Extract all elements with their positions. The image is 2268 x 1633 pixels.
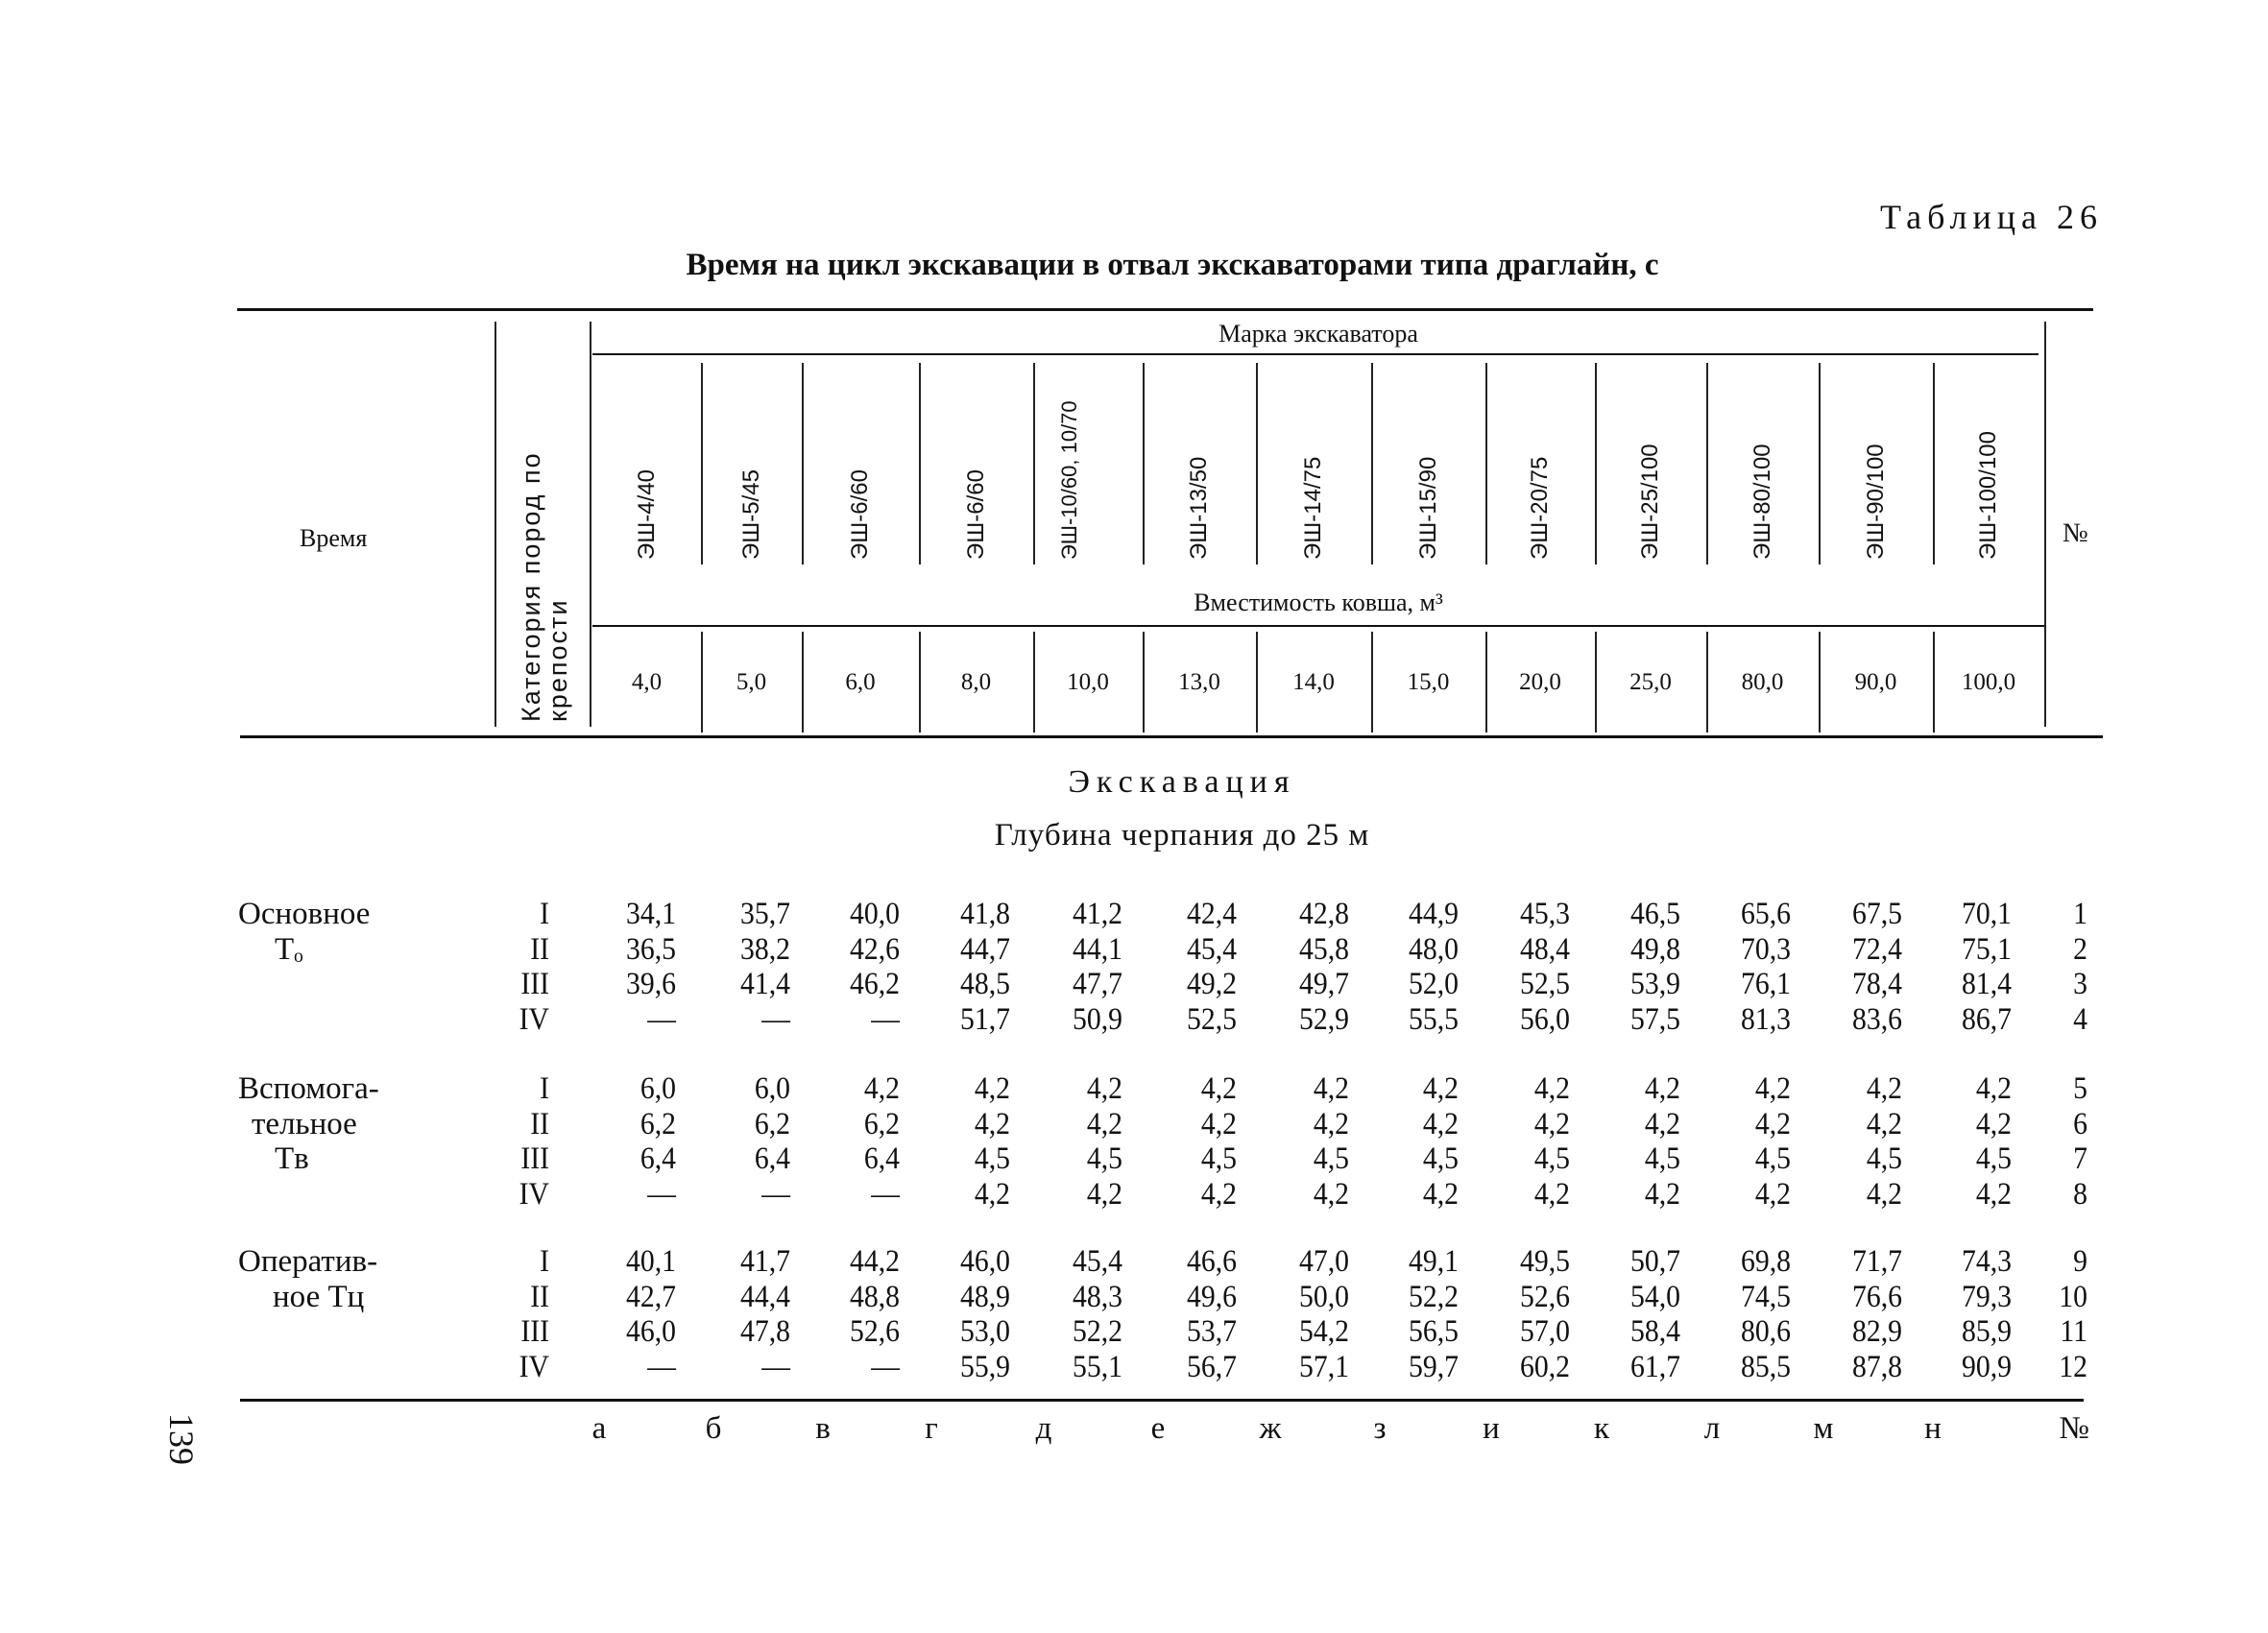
data-cell: —	[647, 1176, 676, 1212]
data-cell: 48,3	[1073, 1279, 1122, 1314]
data-cell: 85,9	[1962, 1314, 2012, 1349]
data-cell: 57,0	[1520, 1314, 1570, 1349]
data-cell: 4,2	[1975, 1106, 2012, 1141]
data-cell: 4,2	[1200, 1106, 1237, 1141]
data-cell: 90,9	[1962, 1349, 2012, 1384]
data-cell: 55,9	[960, 1349, 1010, 1384]
data-cell: 81,4	[1962, 967, 2012, 1001]
row-number: 2	[2073, 931, 2087, 967]
column-divider	[1033, 363, 1035, 564]
data-cell: 42,8	[1299, 897, 1349, 931]
group-label: Tв	[275, 1141, 309, 1176]
column-letter: б	[705, 1411, 722, 1446]
capacity-value: 90,0	[1854, 669, 1897, 695]
data-cell: 74,3	[1962, 1244, 2012, 1279]
brand-label: ЭШ-80/100	[1749, 444, 1775, 560]
data-cell: 48,9	[960, 1279, 1010, 1314]
column-letter: д	[1035, 1411, 1052, 1446]
data-cell: 41,8	[960, 897, 1010, 931]
data-cell: 57,1	[1299, 1349, 1349, 1384]
header-time: Время	[300, 524, 368, 552]
data-cell: 52,5	[1520, 967, 1570, 1001]
data-cell: 4,5	[1975, 1141, 2012, 1176]
data-cell: 81,3	[1741, 1001, 1791, 1037]
data-cell: 4,2	[1533, 1071, 1570, 1106]
category-cell: II	[530, 1106, 549, 1141]
row-number: 10	[2059, 1279, 2087, 1314]
top-rule	[237, 308, 2093, 311]
data-cell: 49,7	[1299, 967, 1349, 1001]
table-title-text: Время на цикл экскавации в отвал экскаваторами типа драглайн, с	[686, 248, 1659, 282]
data-cell: 4,5	[1422, 1141, 1459, 1176]
data-cell: —	[871, 1349, 900, 1384]
category-cell: III	[520, 1314, 549, 1349]
data-cell: 4,2	[1313, 1106, 1349, 1141]
header-category-line1: Категория пород по	[517, 451, 545, 722]
column-letter: а	[591, 1411, 607, 1446]
brand-label: ЭШ-14/75	[1300, 456, 1326, 560]
group-label: Основное	[238, 897, 371, 931]
data-cell: 6,4	[863, 1141, 900, 1176]
capacity-value: 6,0	[845, 669, 876, 695]
column-letter: к	[1593, 1411, 1610, 1446]
table-label: Таблица 26	[1880, 198, 2103, 236]
data-cell: 4,5	[974, 1141, 1010, 1176]
data-cell: 4,2	[1866, 1106, 1902, 1141]
data-cell: 45,8	[1299, 931, 1349, 967]
data-cell: —	[761, 1176, 790, 1212]
header-brand-group: Марка экскаватора	[1218, 320, 1418, 348]
column-letter: е	[1150, 1411, 1166, 1446]
divider	[590, 322, 591, 727]
brand-label: ЭШ-13/50	[1186, 456, 1212, 560]
data-cell: 53,7	[1187, 1314, 1237, 1349]
row-number: 5	[2073, 1071, 2087, 1106]
data-cell: 67,5	[1852, 897, 1902, 931]
column-letter: м	[1813, 1411, 1834, 1446]
column-letter: в	[815, 1411, 831, 1446]
page-number: 139	[162, 1413, 201, 1465]
data-cell: 52,2	[1409, 1279, 1459, 1314]
brand-label: ЭШ-5/45	[737, 469, 764, 560]
data-cell: 76,1	[1741, 967, 1791, 1001]
data-cell: 6,4	[639, 1141, 676, 1176]
data-cell: 46,2	[850, 967, 900, 1001]
data-cell: 80,6	[1741, 1314, 1791, 1349]
data-cell: 4,2	[1086, 1106, 1122, 1141]
data-cell: 42,6	[850, 931, 900, 967]
category-cell: III	[520, 1141, 549, 1176]
data-cell: 57,5	[1630, 1001, 1680, 1037]
brand-label: ЭШ-4/40	[633, 469, 660, 560]
column-divider	[1256, 363, 1258, 564]
column-divider	[701, 363, 703, 564]
data-cell: 42,4	[1187, 897, 1237, 931]
data-cell: 4,2	[1644, 1176, 1680, 1212]
data-cell: 4,2	[1313, 1071, 1349, 1106]
column-letter: и	[1483, 1411, 1500, 1446]
data-cell: 69,8	[1741, 1244, 1791, 1279]
rule	[592, 625, 2044, 627]
capacity-value: 5,0	[736, 669, 767, 695]
data-cell: 4,2	[1975, 1071, 2012, 1106]
data-cell: 76,6	[1852, 1279, 1902, 1314]
data-cell: 4,5	[1644, 1141, 1680, 1176]
category-cell: IV	[519, 1349, 549, 1384]
column-divider	[802, 363, 804, 564]
data-cell: 75,1	[1962, 931, 2012, 967]
data-cell: 46,6	[1187, 1244, 1237, 1279]
row-number: 8	[2073, 1176, 2087, 1212]
brand-label: ЭШ-10/60, 10/70	[1057, 400, 1081, 560]
row-number: 1	[2073, 897, 2087, 931]
data-cell: 74,5	[1741, 1279, 1791, 1314]
data-cell: 50,7	[1630, 1244, 1680, 1279]
data-cell: 6,0	[639, 1071, 676, 1106]
column-divider	[1933, 363, 1935, 564]
data-cell: —	[647, 1349, 676, 1384]
column-divider	[1485, 363, 1487, 564]
data-cell: 46,0	[626, 1314, 676, 1349]
data-cell: 51,7	[960, 1001, 1010, 1037]
group-label: ное Tц	[273, 1279, 365, 1314]
data-cell: 59,7	[1409, 1349, 1459, 1384]
data-cell: 4,2	[1086, 1071, 1122, 1106]
data-cell: 44,2	[850, 1244, 900, 1279]
data-cell: 85,5	[1741, 1349, 1791, 1384]
data-cell: 44,4	[740, 1279, 790, 1314]
category-cell: II	[530, 931, 549, 967]
data-cell: 46,0	[960, 1244, 1010, 1279]
data-cell: 54,2	[1299, 1314, 1349, 1349]
capacity-value: 10,0	[1067, 669, 1109, 695]
data-cell: 6,2	[639, 1106, 676, 1141]
data-cell: 82,9	[1852, 1314, 1902, 1349]
data-cell: 4,2	[1533, 1176, 1570, 1212]
data-cell: 4,2	[1422, 1106, 1459, 1141]
data-cell: 56,7	[1187, 1349, 1237, 1384]
data-cell: 6,2	[754, 1106, 790, 1141]
data-cell: 4,5	[1313, 1141, 1349, 1176]
data-cell: 47,0	[1299, 1244, 1349, 1279]
data-cell: 4,2	[1422, 1176, 1459, 1212]
data-cell: 44,7	[960, 931, 1010, 967]
header-category-line2: крепости	[543, 598, 572, 722]
capacity-value: 15,0	[1407, 669, 1450, 695]
data-cell: 52,0	[1409, 967, 1459, 1001]
data-cell: 6,2	[863, 1106, 900, 1141]
brand-label: ЭШ-100/100	[1975, 431, 2001, 560]
data-cell: 41,7	[740, 1244, 790, 1279]
column-divider	[1706, 363, 1708, 564]
capacity-value: 20,0	[1519, 669, 1561, 695]
data-cell: 44,1	[1073, 931, 1122, 967]
data-cell: 4,2	[974, 1071, 1010, 1106]
column-divider	[919, 363, 921, 564]
data-cell: 45,4	[1073, 1244, 1122, 1279]
data-cell: —	[647, 1001, 676, 1037]
capacity-value: 8,0	[960, 669, 992, 695]
data-cell: 4,5	[1086, 1141, 1122, 1176]
group-label: Tₒ	[275, 931, 303, 967]
brand-label: ЭШ-25/100	[1637, 444, 1663, 560]
data-cell: 60,2	[1520, 1349, 1570, 1384]
category-cell: I	[540, 897, 549, 931]
capacity-value: 100,0	[1961, 669, 2016, 695]
group-label: тельное	[252, 1106, 357, 1141]
category-cell: IV	[519, 1176, 549, 1212]
column-letter: л	[1703, 1411, 1721, 1446]
subsection-title	[0, 818, 2268, 853]
data-cell: 49,5	[1520, 1244, 1570, 1279]
data-cell: 4,2	[1866, 1071, 1902, 1106]
data-cell: 50,0	[1299, 1279, 1349, 1314]
data-cell: 4,2	[1533, 1106, 1570, 1141]
data-cell: 49,6	[1187, 1279, 1237, 1314]
data-cell: 4,2	[1754, 1106, 1791, 1141]
data-cell: 6,4	[754, 1141, 790, 1176]
rule	[592, 353, 2039, 355]
data-cell: 65,6	[1741, 897, 1791, 931]
column-letter: г	[925, 1411, 938, 1446]
data-cell: 4,2	[1313, 1176, 1349, 1212]
group-label: Вспомога-	[238, 1071, 379, 1106]
header-bottom-rule	[240, 735, 2103, 738]
data-cell: 48,0	[1409, 931, 1459, 967]
data-cell: 40,1	[626, 1244, 676, 1279]
data-cell: 4,2	[974, 1176, 1010, 1212]
data-cell: 36,5	[626, 931, 676, 967]
data-cell: 4,2	[1866, 1176, 1902, 1212]
category-cell: III	[520, 967, 549, 1001]
data-cell: 52,2	[1073, 1314, 1122, 1349]
data-cell: 49,2	[1187, 967, 1237, 1001]
data-cell: 58,4	[1630, 1314, 1680, 1349]
data-cell: 71,7	[1852, 1244, 1902, 1279]
data-cell: 87,8	[1852, 1349, 1902, 1384]
data-cell: 4,2	[1975, 1176, 2012, 1212]
row-number: 12	[2059, 1349, 2087, 1384]
data-cell: —	[761, 1001, 790, 1037]
capacity-value: 13,0	[1178, 669, 1220, 695]
data-cell: 54,0	[1630, 1279, 1680, 1314]
data-cell: 55,1	[1073, 1349, 1122, 1384]
data-cell: 56,0	[1520, 1001, 1570, 1037]
data-cell: 56,5	[1409, 1314, 1459, 1349]
data-cell: 4,2	[1422, 1071, 1459, 1106]
data-cell: 86,7	[1962, 1001, 2012, 1037]
data-cell: 44,9	[1409, 897, 1459, 931]
column-letter-number: №	[2059, 1411, 2089, 1446]
capacity-value: 25,0	[1629, 669, 1672, 695]
data-cell: 34,1	[626, 897, 676, 931]
data-cell: 48,4	[1520, 931, 1570, 967]
column-letter: з	[1373, 1411, 1387, 1446]
data-cell: —	[871, 1001, 900, 1037]
data-cell: 38,2	[740, 931, 790, 967]
row-number: 11	[2060, 1314, 2087, 1349]
data-cell: 4,2	[863, 1071, 900, 1106]
brand-label: ЭШ-20/75	[1527, 456, 1553, 560]
group-label: Оператив-	[238, 1244, 378, 1279]
capacity-value: 80,0	[1741, 669, 1784, 695]
capacity-value: 14,0	[1292, 669, 1335, 695]
divider	[2044, 322, 2046, 727]
data-cell: 4,2	[1644, 1071, 1680, 1106]
data-cell: 39,6	[626, 967, 676, 1001]
category-cell: IV	[519, 1001, 549, 1037]
data-cell: 83,6	[1852, 1001, 1902, 1037]
brand-label: ЭШ-90/100	[1862, 444, 1889, 560]
data-cell: 47,8	[740, 1314, 790, 1349]
column-divider	[1595, 363, 1597, 564]
header-number: №	[2063, 518, 2088, 548]
data-cell: 4,2	[1200, 1176, 1237, 1212]
capacity-value: 4,0	[631, 669, 663, 695]
column-divider	[1819, 363, 1821, 564]
row-number: 7	[2073, 1141, 2087, 1176]
data-cell: 4,2	[1644, 1106, 1680, 1141]
column-divider	[1143, 363, 1145, 564]
data-cell: 4,2	[974, 1106, 1010, 1141]
data-cell: 78,4	[1852, 967, 1902, 1001]
data-cell: 55,5	[1409, 1001, 1459, 1037]
data-cell: 4,2	[1754, 1176, 1791, 1212]
data-cell: 52,9	[1299, 1001, 1349, 1037]
brand-label: ЭШ-15/90	[1414, 456, 1441, 560]
data-cell: 72,4	[1852, 931, 1902, 967]
data-cell: 6,0	[754, 1071, 790, 1106]
data-cell: 53,9	[1630, 967, 1680, 1001]
data-cell: 41,4	[740, 967, 790, 1001]
data-cell: 35,7	[740, 897, 790, 931]
data-cell: 45,3	[1520, 897, 1570, 931]
brand-label: ЭШ-6/60	[847, 469, 873, 560]
category-cell: I	[540, 1244, 549, 1279]
data-cell: 52,6	[850, 1314, 900, 1349]
data-cell: —	[761, 1349, 790, 1384]
category-cell: I	[540, 1071, 549, 1106]
section-title	[0, 764, 2268, 801]
row-number: 6	[2073, 1106, 2087, 1141]
column-divider	[1371, 363, 1373, 564]
data-cell: 4,5	[1866, 1141, 1902, 1176]
data-cell: 4,5	[1533, 1141, 1570, 1176]
divider	[495, 322, 496, 727]
section-text: Экскавация	[1068, 764, 1296, 800]
data-cell: 49,1	[1409, 1244, 1459, 1279]
column-letter: н	[1924, 1411, 1942, 1446]
category-cell: II	[530, 1279, 549, 1314]
header-capacity-group: Вместимость ковша, м³	[1194, 588, 1443, 616]
row-number: 3	[2073, 967, 2087, 1001]
data-cell: 53,0	[960, 1314, 1010, 1349]
data-cell: 61,7	[1630, 1349, 1680, 1384]
row-number: 4	[2073, 1001, 2087, 1037]
data-cell: 48,5	[960, 967, 1010, 1001]
table-title	[0, 248, 2268, 283]
data-cell: 47,7	[1073, 967, 1122, 1001]
data-cell: 70,3	[1741, 931, 1791, 967]
row-number: 9	[2073, 1244, 2087, 1279]
data-cell: 52,5	[1187, 1001, 1237, 1037]
data-cell: —	[871, 1176, 900, 1212]
column-letter: ж	[1259, 1411, 1282, 1446]
data-cell: 52,6	[1520, 1279, 1570, 1314]
bottom-rule	[240, 1399, 2084, 1402]
data-cell: 50,9	[1073, 1001, 1122, 1037]
data-cell: 4,2	[1200, 1071, 1237, 1106]
data-cell: 48,8	[850, 1279, 900, 1314]
data-cell: 45,4	[1187, 931, 1237, 967]
data-cell: 4,5	[1754, 1141, 1791, 1176]
data-cell: 41,2	[1073, 897, 1122, 931]
brand-label: ЭШ-6/60	[962, 469, 989, 560]
data-cell: 4,2	[1754, 1071, 1791, 1106]
data-cell: 79,3	[1962, 1279, 2012, 1314]
data-cell: 70,1	[1962, 897, 2012, 931]
data-cell: 42,7	[626, 1279, 676, 1314]
data-cell: 4,5	[1200, 1141, 1237, 1176]
data-cell: 49,8	[1630, 931, 1680, 967]
data-cell: 46,5	[1630, 897, 1680, 931]
data-cell: 40,0	[850, 897, 900, 931]
data-cell: 4,2	[1086, 1176, 1122, 1212]
subsection-text: Глубина черпания до 25 м	[994, 818, 1370, 853]
